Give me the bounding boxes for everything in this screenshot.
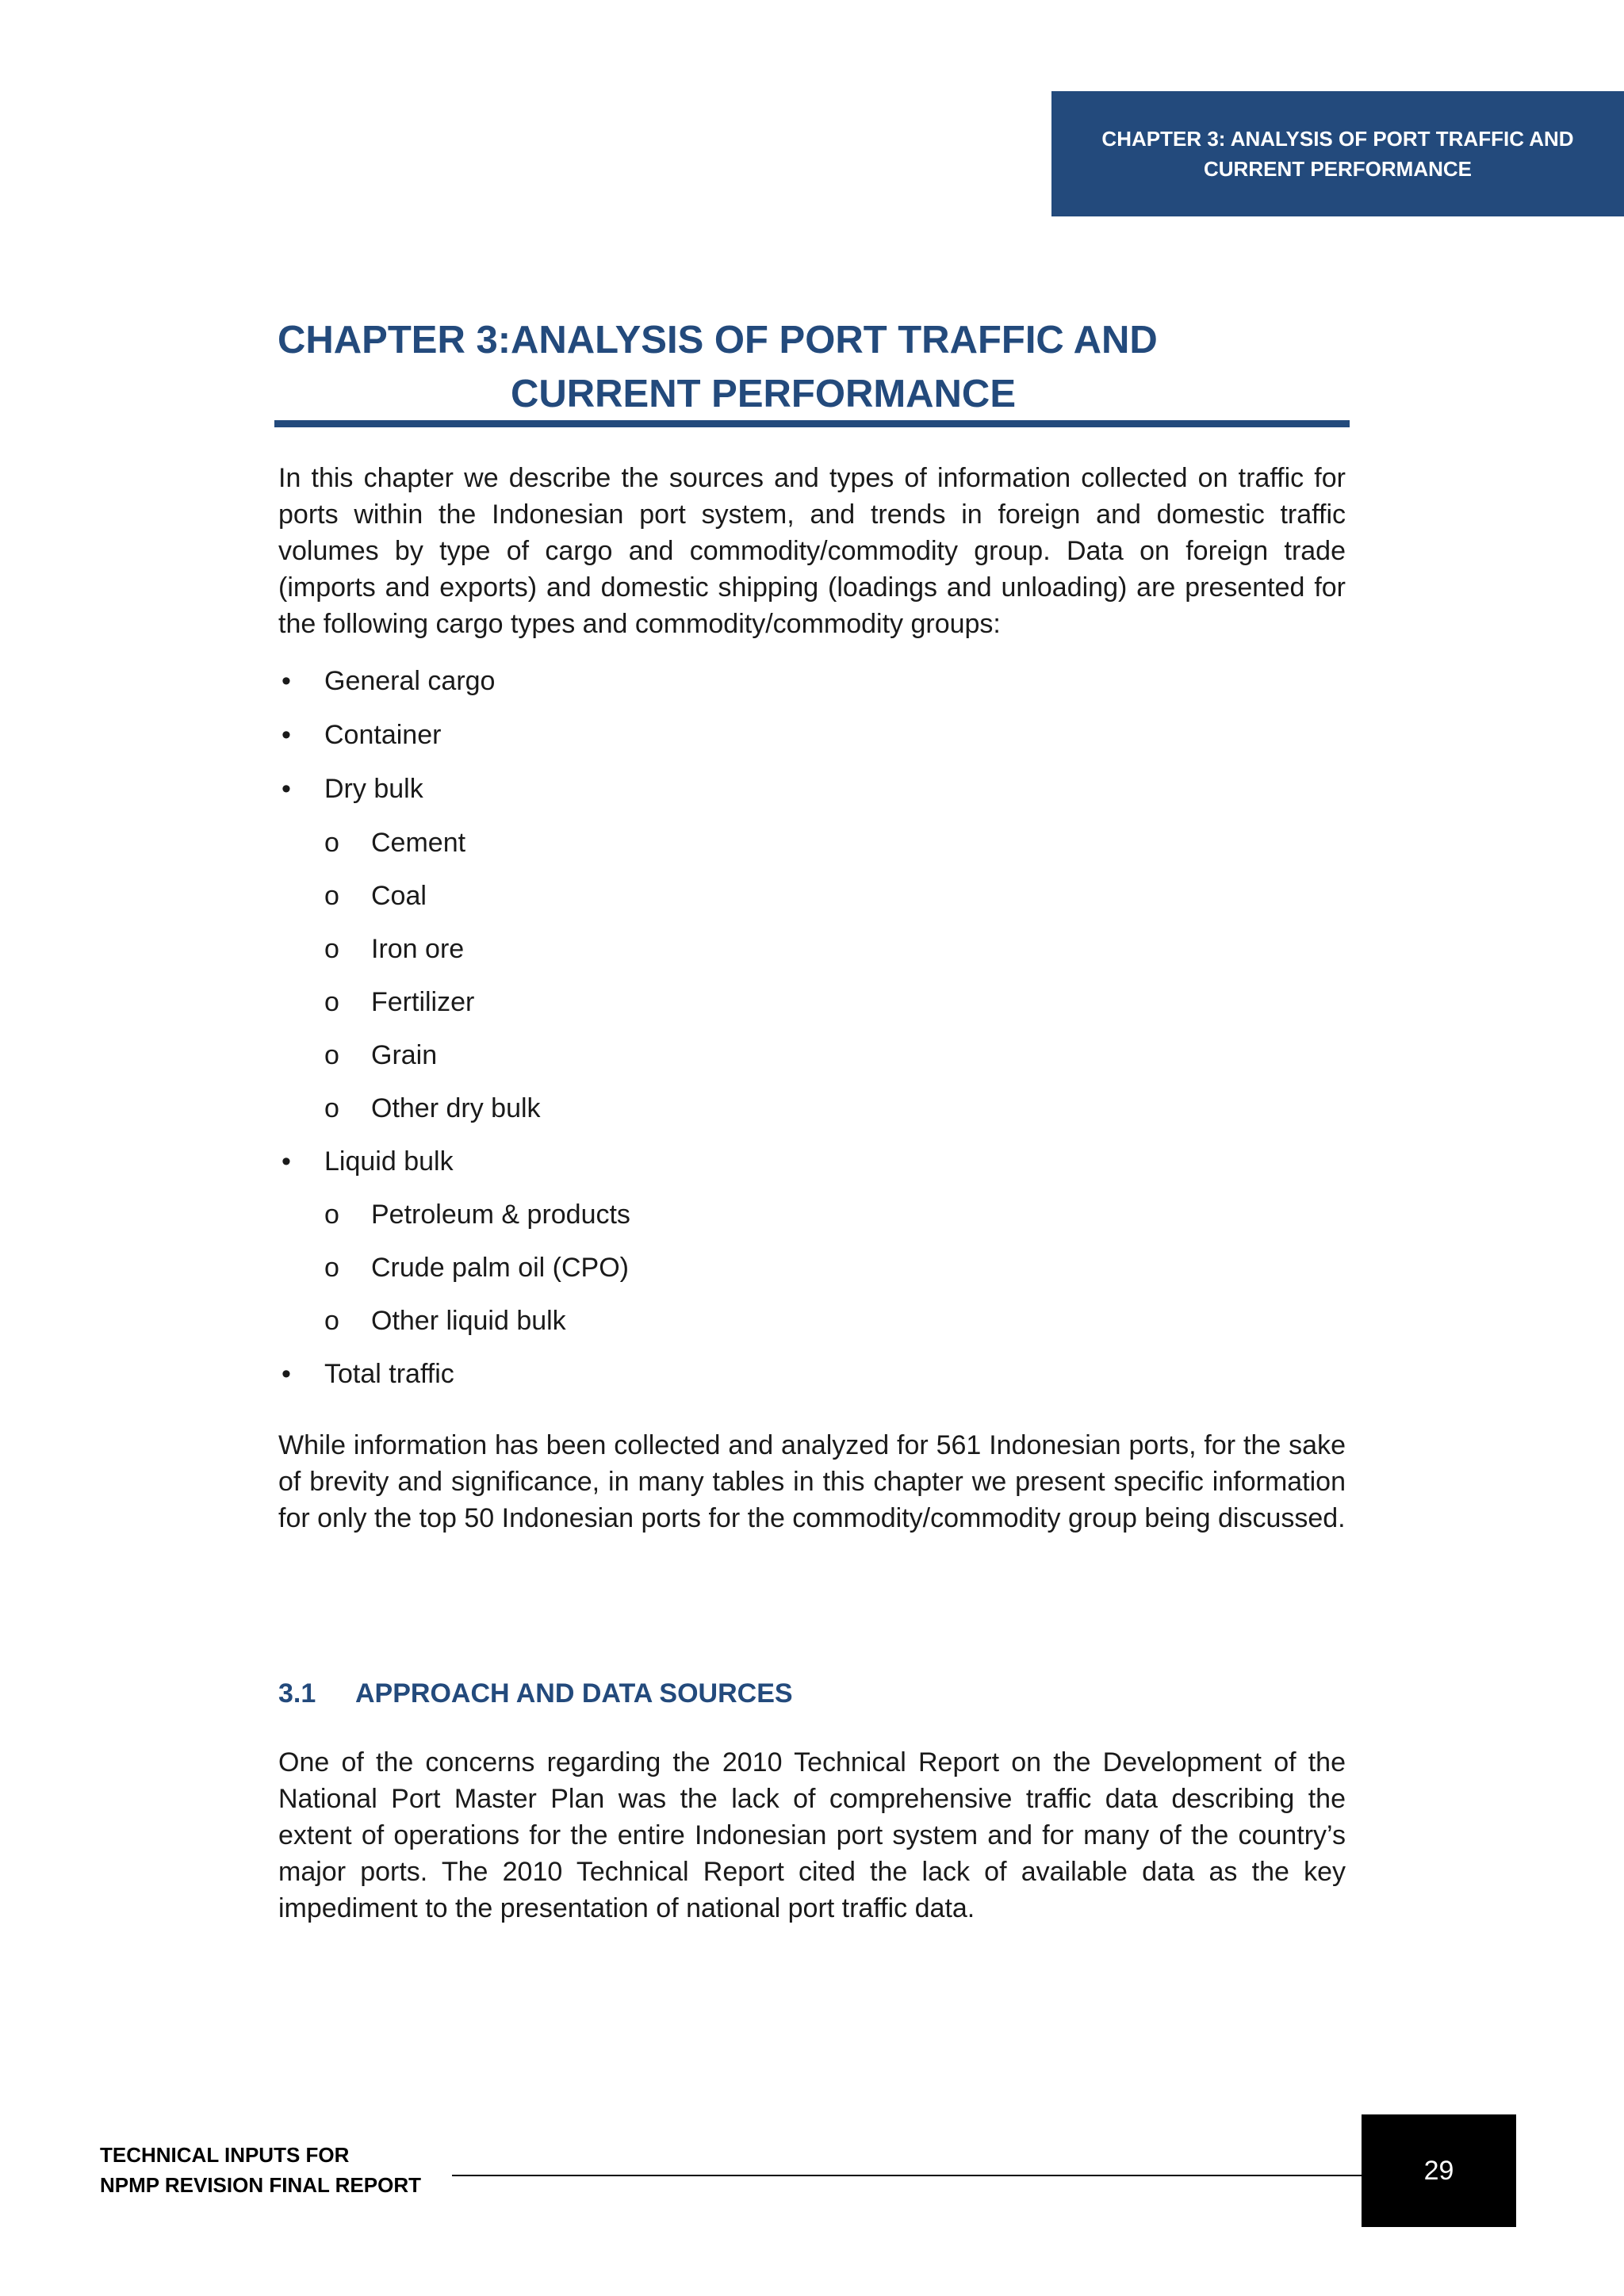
bullet-icon: • — [282, 720, 291, 750]
circle-bullet-icon: o — [324, 1306, 339, 1336]
circle-bullet-icon: o — [324, 1253, 339, 1283]
circle-bullet-icon: o — [324, 881, 339, 911]
bullet-icon: • — [282, 1146, 291, 1177]
list-item-label: Grain — [371, 1040, 438, 1070]
list-item-label: Total traffic — [324, 1359, 454, 1389]
circle-bullet-icon: o — [324, 1200, 339, 1230]
list-item-label: Fertilizer — [371, 987, 475, 1017]
circle-bullet-icon: o — [324, 934, 339, 964]
ports-paragraph: While information has been collected and analyzed for 561 Indonesian ports, for the sake of brevity and significance, in many tables in this chapter we present specific information for only the top 50 Indonesian ports for the commodity/commodity group being discussed. — [278, 1430, 1346, 1533]
list-item — [278, 825, 1309, 878]
footer-rule — [452, 2175, 1362, 2176]
list-item — [278, 1356, 1309, 1409]
circle-bullet-icon: o — [324, 1040, 339, 1070]
list-item — [278, 931, 1309, 984]
chapter-title-text: ANALYSIS OF PORT TRAFFIC AND CURRENT PERFORMANCE — [511, 319, 1158, 415]
list-item — [278, 771, 1309, 825]
running-header-line2: CURRENT PERFORMANCE — [1204, 157, 1472, 181]
bullet-icon: • — [282, 666, 291, 696]
list-item — [278, 717, 1309, 771]
list-item-label: Container — [324, 720, 442, 750]
list-item — [278, 1143, 1309, 1196]
list-item-label: Dry bulk — [324, 774, 423, 804]
list-item-label: Other liquid bulk — [371, 1306, 566, 1336]
list-item-label: Iron ore — [371, 934, 465, 964]
list-item-label: Crude palm oil (CPO) — [371, 1253, 629, 1283]
list-item — [278, 1303, 1309, 1356]
intro-paragraph: In this chapter we describe the sources and types of information collected on traffic for ports within the Indonesian port system, and trends in foreign and domestic traffic volumes by type of cargo and commodity/commodity group. Data on foreign trade (imports and exports) and domestic shipping (loadings and unloading) are presented for the following cargo types and commodity/commodity groups: — [278, 463, 1346, 639]
list-item — [278, 878, 1309, 931]
list-item-label: Other dry bulk — [371, 1093, 541, 1123]
list-item — [278, 1249, 1309, 1303]
chapter-title — [278, 313, 1352, 421]
list-item — [278, 1037, 1309, 1090]
list-item-label: Petroleum & products — [371, 1200, 630, 1230]
running-header-line1: CHAPTER 3: ANALYSIS OF PORT TRAFFIC AND — [1101, 127, 1574, 151]
list-item — [278, 663, 1309, 717]
list-item — [278, 984, 1309, 1037]
bullet-icon: • — [282, 1359, 291, 1389]
list-item-label: Liquid bulk — [324, 1146, 454, 1177]
chapter-number: CHAPTER 3: — [278, 319, 511, 362]
list-item-label: Coal — [371, 881, 427, 911]
section-title: APPROACH AND DATA SOURCES — [355, 1678, 793, 1709]
list-item-label: Cement — [371, 828, 466, 858]
footer-report-title — [100, 2140, 421, 2200]
circle-bullet-icon: o — [324, 987, 339, 1017]
list-item-label: General cargo — [324, 666, 496, 696]
page-number: 29 — [1362, 2114, 1516, 2227]
section-heading — [278, 1675, 793, 1712]
title-underline — [274, 420, 1350, 427]
section-paragraph: One of the concerns regarding the 2010 Technical Report on the Development of the National Port Master Plan was the lack of comprehensive traffic data describing the extent of operations for the entire Indonesian port system and for many of the country’s major ports. The 2010 Technical Report cited the lack of available data as the key impediment to the presentation of national port traffic data. — [278, 1747, 1346, 1923]
list-item — [278, 1196, 1309, 1249]
running-header — [1051, 91, 1624, 216]
cargo-type-list — [278, 663, 1309, 1409]
footer-line1: TECHNICAL INPUTS FOR — [100, 2143, 350, 2167]
circle-bullet-icon: o — [324, 828, 339, 858]
circle-bullet-icon: o — [324, 1093, 339, 1123]
footer-line2: NPMP REVISION FINAL REPORT — [100, 2173, 421, 2197]
section-number: 3.1 — [278, 1678, 316, 1709]
bullet-icon: • — [282, 774, 291, 804]
list-item — [278, 1090, 1309, 1143]
